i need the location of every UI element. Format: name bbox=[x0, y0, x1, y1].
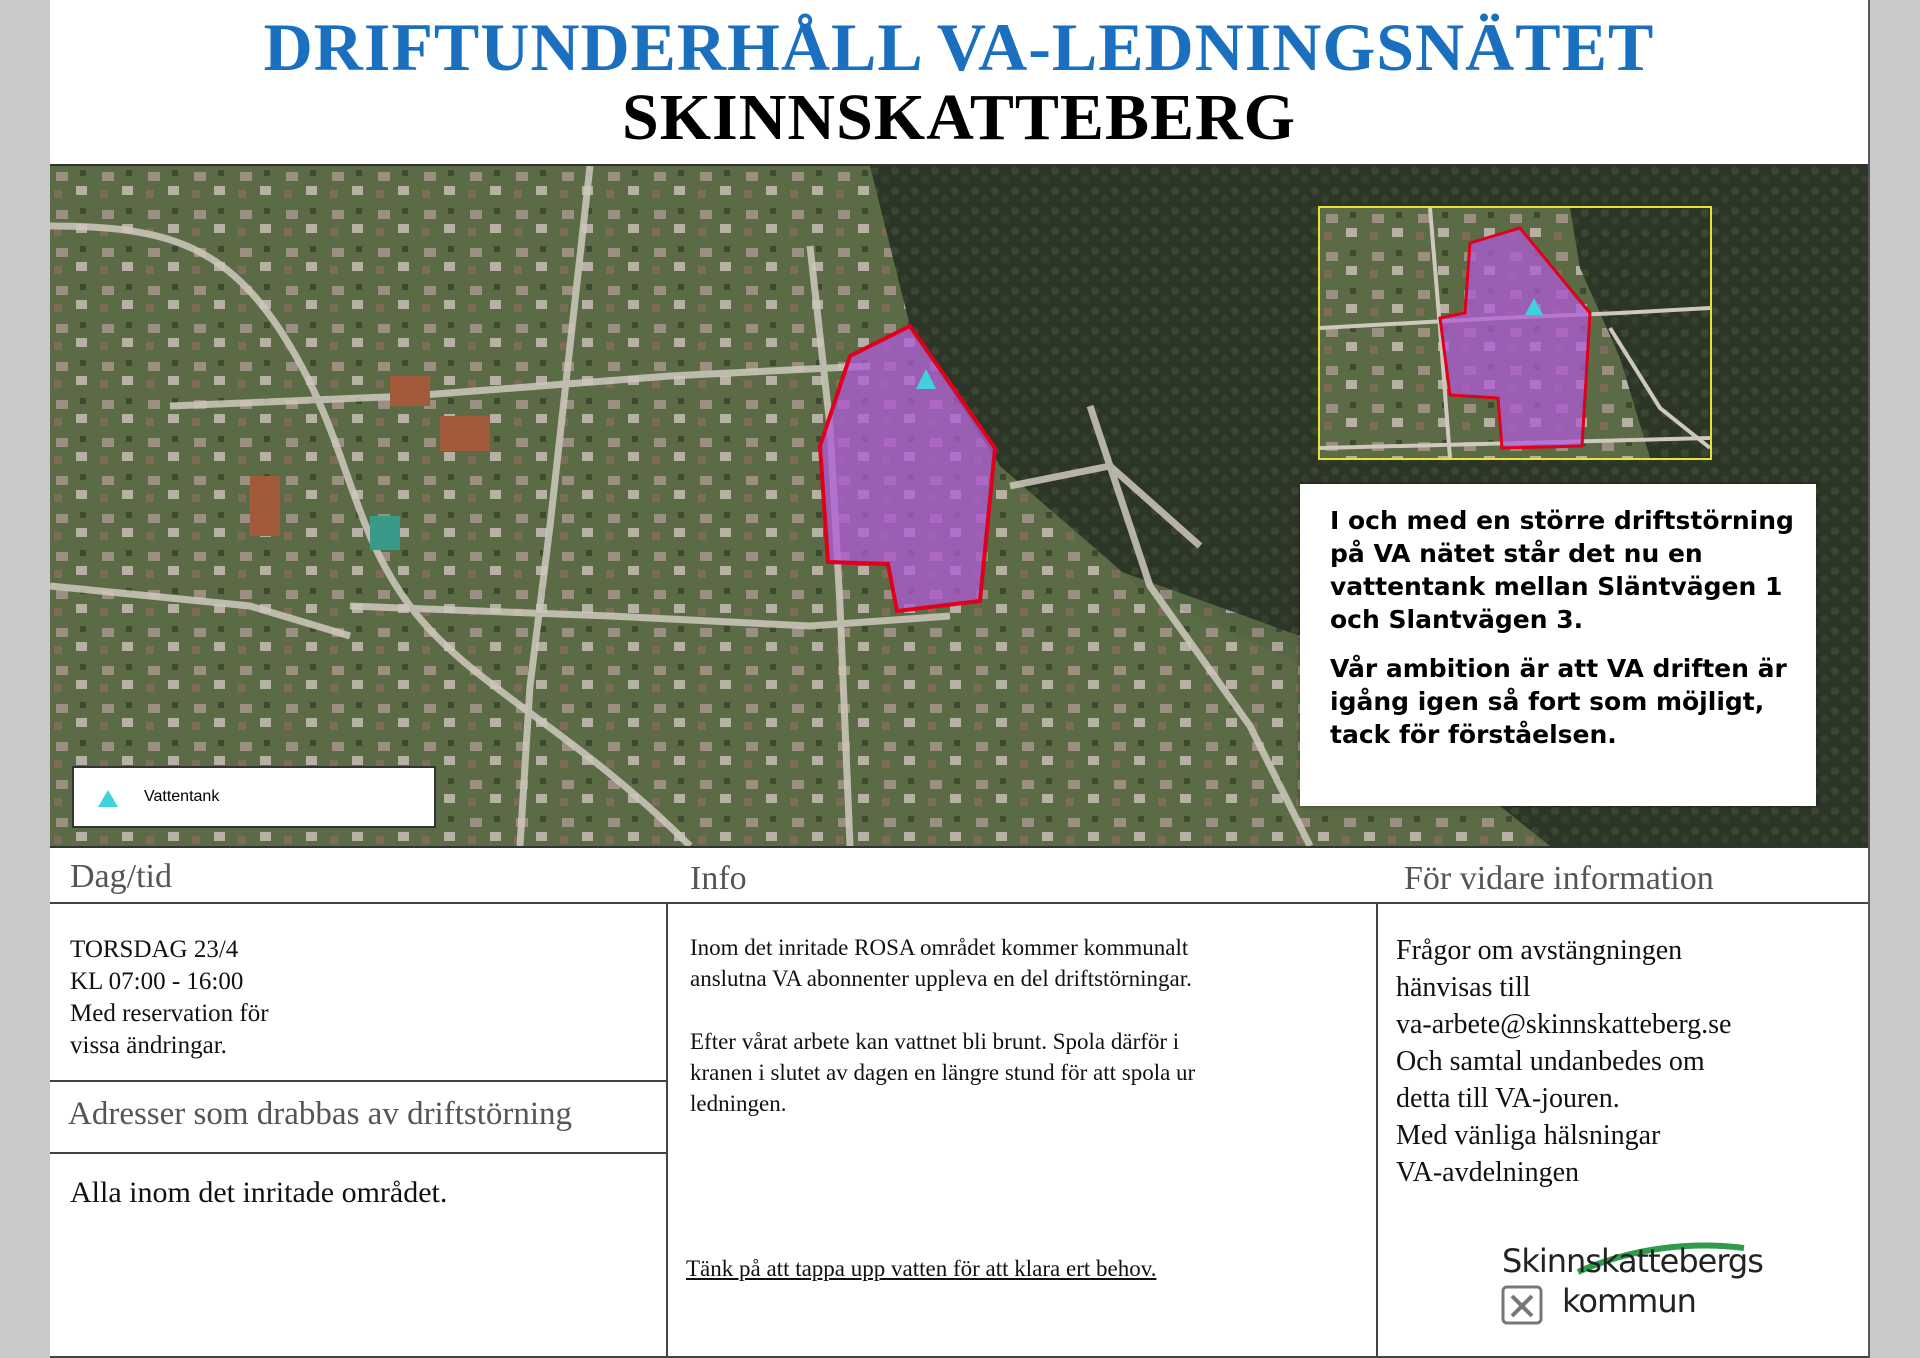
inset-map bbox=[1318, 206, 1712, 460]
logo-name: Skinnskattebergs bbox=[1502, 1242, 1763, 1280]
municipality-logo bbox=[1456, 1238, 1763, 1338]
contact-line-4: Och samtal undanbedes om bbox=[1396, 1046, 1705, 1077]
day-line-1: TORSDAG 23/4 bbox=[70, 936, 239, 963]
day-line-2: KL 07:00 - 16:00 bbox=[70, 968, 244, 995]
info-para2-line3: ledningen. bbox=[690, 1091, 787, 1116]
map-legend bbox=[72, 766, 436, 828]
contact-line-5: detta till VA-jouren. bbox=[1396, 1083, 1620, 1114]
notice-box bbox=[1300, 484, 1816, 806]
aerial-map bbox=[50, 164, 1868, 848]
contact-line-1: Frågor om avstängningen bbox=[1396, 935, 1683, 966]
notice-paragraph-2: Vår ambition är att VA driften är igång igen så fort som möjligt, tack för förståelsen. bbox=[1330, 654, 1787, 749]
info-para2-line2: kranen i slutet av dagen en längre stund för att spola ur bbox=[690, 1060, 1196, 1085]
col-header-contact: För vidare information bbox=[1404, 860, 1714, 897]
info-para1-line1: Inom det inritade ROSA området kommer kommunalt bbox=[690, 935, 1189, 960]
logo-kommun: kommun bbox=[1562, 1282, 1696, 1320]
header-divider bbox=[50, 902, 1868, 904]
addresses-header: Adresser som drabbas av driftstörning bbox=[68, 1096, 573, 1132]
col-header-daytime: Dag/tid bbox=[70, 858, 172, 895]
page-subtitle: SKINNSKATTEBERG bbox=[622, 81, 1296, 154]
triangle-icon bbox=[98, 790, 118, 807]
page-edge-left bbox=[0, 0, 52, 1358]
col-header-info: Info bbox=[690, 860, 747, 897]
info-para1-line2: anslutna VA abonnenter uppleva en del driftstörningar. bbox=[690, 966, 1192, 991]
contact-line-2: hänvisas till bbox=[1396, 972, 1531, 1003]
legend-label: Vattentank bbox=[144, 788, 220, 805]
day-line-3: Med reservation för bbox=[70, 1000, 269, 1027]
info-para2-line1: Efter vårat arbete kan vattnet bli brunt. Spola därför i bbox=[690, 1029, 1180, 1054]
row-divider-1 bbox=[50, 1080, 666, 1082]
row-divider-2 bbox=[50, 1152, 666, 1154]
notice-paragraph-1: I och med en större driftstörning på VA nätet står det nu en vattentank mellan Släntvägen 1 och Slantvägen 3. bbox=[1330, 506, 1794, 634]
column-divider-1 bbox=[666, 902, 668, 1358]
page-edge-right bbox=[1868, 0, 1920, 1358]
page-title: DRIFTUNDERHÅLL VA-LEDNINGSNÄTET bbox=[263, 9, 1655, 85]
coat-of-arms-icon bbox=[1500, 1284, 1544, 1326]
contact-line-6: Med vänliga hälsningar bbox=[1396, 1120, 1661, 1151]
notice-sheet bbox=[50, 0, 1868, 1358]
contact-email[interactable]: va-arbete@skinnskatteberg.se bbox=[1396, 1009, 1732, 1040]
info-note: Tänk på att tappa upp vatten för att klara ert behov. bbox=[686, 1256, 1157, 1281]
addresses-text: Alla inom det inritade området. bbox=[70, 1176, 448, 1209]
column-divider-2 bbox=[1376, 902, 1378, 1358]
inset-aerial-photo bbox=[1320, 208, 1710, 458]
contact-line-7: VA-avdelningen bbox=[1396, 1157, 1579, 1188]
day-line-4: vissa ändringar. bbox=[70, 1032, 227, 1059]
